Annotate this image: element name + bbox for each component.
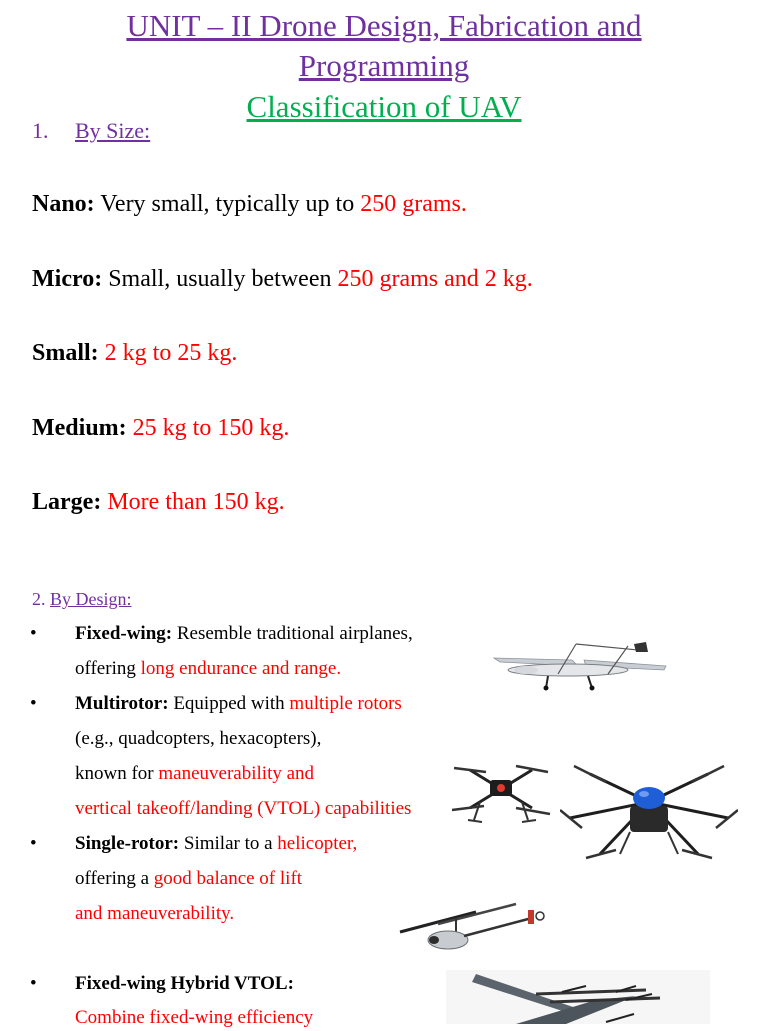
size-item-nano	[32, 188, 467, 220]
size-text: Small, usually between	[102, 266, 338, 292]
design-label: Fixed-wing:	[75, 623, 173, 644]
design-highlight: Combine fixed-wing efficiency	[75, 1007, 314, 1028]
multirotor-line-3	[75, 761, 314, 787]
section-by-size-heading	[32, 115, 150, 147]
size-label: Micro:	[32, 266, 103, 292]
size-label: Nano:	[32, 191, 95, 217]
single-rotor-line-1	[75, 831, 357, 857]
section-number: 2.	[32, 589, 50, 609]
document-title-line-2: Programming	[298, 48, 470, 83]
section-heading-text: By Design:	[50, 589, 132, 609]
size-range: 250 grams.	[360, 191, 467, 217]
section-heading-text: By Size:	[75, 118, 151, 143]
single-rotor-line-3	[75, 901, 234, 927]
fixed-wing-drone-image	[488, 636, 670, 692]
fixed-wing-line-2	[75, 656, 341, 682]
section-by-design-heading	[32, 586, 132, 612]
quadcopter-image	[450, 752, 552, 828]
hybrid-vtol-line-2	[75, 1005, 313, 1031]
size-label: Small:	[32, 340, 99, 366]
design-highlight: and maneuverability.	[75, 903, 235, 924]
size-label: Large:	[32, 489, 102, 515]
fixed-wing-line-1	[75, 621, 413, 647]
design-text: known for	[75, 763, 159, 784]
size-item-large	[32, 486, 285, 518]
design-text: offering	[75, 658, 141, 679]
design-label: Multirotor:	[75, 693, 169, 714]
design-text: Resemble traditional airplanes,	[172, 623, 413, 644]
size-range: 2 kg to 25 kg.	[104, 340, 238, 366]
hexacopter-image	[560, 754, 738, 868]
multirotor-line-1	[75, 691, 402, 717]
design-label: Single-rotor:	[75, 833, 180, 854]
document-subtitle: Classification of UAV	[246, 89, 522, 124]
multirotor-line-2	[75, 726, 321, 752]
design-highlight: vertical takeoff/landing (VTOL) capabilities	[75, 798, 412, 819]
hybrid-vtol-drone-image	[446, 970, 710, 1024]
single-rotor-drone-image	[398, 898, 546, 954]
design-highlight: long endurance and range.	[140, 658, 342, 679]
design-text: (e.g., quadcopters, hexacopters),	[75, 728, 322, 749]
bullet-marker: •	[30, 833, 37, 854]
design-label: Fixed-wing Hybrid VTOL:	[75, 973, 294, 994]
size-item-medium	[32, 412, 289, 444]
design-highlight: helicopter,	[277, 833, 358, 854]
size-item-micro	[32, 263, 533, 295]
design-highlight: maneuverability and	[158, 763, 315, 784]
size-item-small	[32, 337, 237, 369]
bullet-marker: •	[30, 623, 37, 644]
size-range: 25 kg to 150 kg.	[132, 415, 290, 441]
size-label: Medium:	[32, 415, 127, 441]
design-text: offering a	[75, 868, 154, 889]
bullet-marker: •	[30, 973, 37, 994]
hybrid-vtol-line-1	[75, 971, 294, 997]
design-text: Equipped with	[168, 693, 290, 714]
size-text: Very small, typically up to	[94, 191, 361, 217]
design-highlight: good balance of lift	[153, 868, 303, 889]
multirotor-line-4	[75, 796, 411, 822]
size-range: 250 grams and 2 kg.	[337, 266, 533, 292]
document-title-line-1: UNIT – II Drone Design, Fabrication and	[126, 8, 642, 43]
design-highlight: multiple rotors	[289, 693, 402, 714]
single-rotor-line-2	[75, 866, 302, 892]
design-text: Similar to a	[179, 833, 278, 854]
section-number: 1.	[32, 118, 49, 143]
bullet-marker: •	[30, 693, 37, 714]
size-range: More than 150 kg.	[107, 489, 285, 515]
